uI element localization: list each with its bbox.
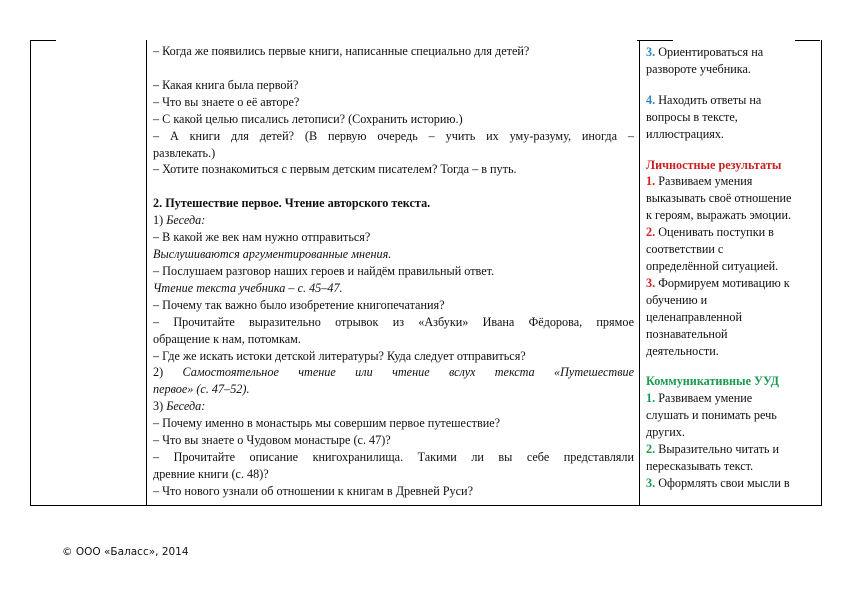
result-line: выказывать своё отношение xyxy=(646,191,792,206)
text-line: – Прочитайте описание книгохранилища. Такими ли вы себе представляли xyxy=(153,449,634,464)
text-line: обращение к нам, потомкам. xyxy=(153,331,301,346)
text-line: – Когда же появились первые книги, написанные специально для детей? xyxy=(153,44,530,58)
text-line xyxy=(153,398,634,415)
text-line: – Какая книга была первой? xyxy=(153,77,299,92)
personal-results-heading: Личностные результаты xyxy=(646,157,782,172)
item-number: 3) xyxy=(153,399,167,414)
text-line: Чтение текста учебника – с. 45–47. xyxy=(153,280,343,295)
text-line xyxy=(153,212,634,229)
result-line: соответствии с xyxy=(646,242,724,257)
result-item: 2. Выразительно читать и xyxy=(646,442,780,457)
text-line: – А книги для детей? (В первую очередь – учить их уму-разуму, иногда – xyxy=(153,128,634,143)
teacher-activity-cell xyxy=(147,40,640,506)
result-item: 1. Развиваем умения xyxy=(646,174,753,189)
result-item: 3. Формируем мотивацию к xyxy=(646,275,790,290)
item-number: 2. xyxy=(646,225,656,240)
text-line: – Прочитайте выразительно отрывок из «Азбуки» Ивана Фёдорова, прямое xyxy=(153,314,634,329)
result-line: вопросы в тексте, xyxy=(646,109,738,124)
result-line: обучению и xyxy=(646,292,708,307)
item-number: 1. xyxy=(646,391,656,406)
spacer xyxy=(153,60,634,77)
item-number: 4. xyxy=(646,92,656,107)
learning-results-cell xyxy=(640,40,822,506)
spacer xyxy=(646,359,817,373)
spacer xyxy=(646,143,817,157)
spacer xyxy=(646,78,817,92)
item-number: 3. xyxy=(646,45,656,59)
item-label: Беседа: xyxy=(166,399,206,414)
item-number: 1. xyxy=(646,174,656,189)
text-line: первое» (с. 47–52). xyxy=(153,382,250,397)
table-row xyxy=(31,40,822,506)
result-line: других. xyxy=(646,425,685,440)
result-item: 2. Оценивать поступки в xyxy=(646,225,774,240)
text-line: развлекать.) xyxy=(153,145,216,160)
text-line: – В какой же век нам нужно отправиться? xyxy=(153,230,371,245)
text-line: – Что нового узнали об отношении к книгам в Древней Руси? xyxy=(153,483,473,498)
item-number: 2) xyxy=(153,365,183,380)
copyright-footer: © ООО «Баласс», 2014 xyxy=(62,546,189,558)
result-line: познавательной xyxy=(646,326,728,341)
text-line: – Хотите познакомиться с первым детским писателем? Тогда – в путь. xyxy=(153,162,517,177)
result-line: целенаправленной xyxy=(646,309,742,324)
result-item: 4. Находить ответы на xyxy=(646,92,762,107)
text-line: – Что вы знаете о её авторе? xyxy=(153,94,300,109)
text-line: – Почему так важно было изобретение книгопечатания? xyxy=(153,297,445,312)
item-number: 3. xyxy=(646,475,656,490)
result-line: деятельности. xyxy=(646,343,719,358)
spacer xyxy=(153,178,634,195)
item-number: 3. xyxy=(646,275,656,290)
item-label: Беседа: xyxy=(166,213,206,228)
text-line: – С какой целью писались летописи? (Сохранить историю.) xyxy=(153,111,463,126)
result-item: 3. Ориентироваться на xyxy=(646,45,764,59)
stage-column-cell xyxy=(31,40,147,506)
result-item: 3. Оформлять свои мысли в xyxy=(646,475,790,490)
result-line: к героям, выражать эмоции. xyxy=(646,208,792,223)
text-line: – Что вы знаете о Чудовом монастыре (с. 47)? xyxy=(153,433,391,448)
text-line: Выслушиваются аргументированные мнения. xyxy=(153,247,392,262)
text-line: – Послушаем разговор наших героев и найдём правильный ответ. xyxy=(153,263,495,278)
text-line: – Где же искать истоки детской литературы? Куда следует отправиться? xyxy=(153,348,526,363)
result-line: иллюстрациях. xyxy=(646,126,724,141)
result-line: слушать и понимать речь xyxy=(646,408,777,423)
communicative-heading: Коммуникативные УУД xyxy=(646,374,780,389)
lesson-table xyxy=(30,40,822,506)
text-line: древние книги (с. 48)? xyxy=(153,466,269,481)
text-line xyxy=(153,364,634,381)
text-line: – Почему именно в монастырь мы совершим первое путешествие? xyxy=(153,416,501,431)
item-number: 2. xyxy=(646,442,656,457)
result-line: пересказывать текст. xyxy=(646,458,754,473)
item-text: Самостоятельное чтение или чтение вслух текста «Путешествие xyxy=(182,365,634,380)
result-line: развороте учебника. xyxy=(646,61,751,76)
result-item: 1. Развиваем умение xyxy=(646,391,753,406)
result-line: определённой ситуацией. xyxy=(646,258,779,273)
item-number: 1) xyxy=(153,213,167,228)
section-heading: 2. Путешествие первое. Чтение авторского текста. xyxy=(153,196,431,211)
